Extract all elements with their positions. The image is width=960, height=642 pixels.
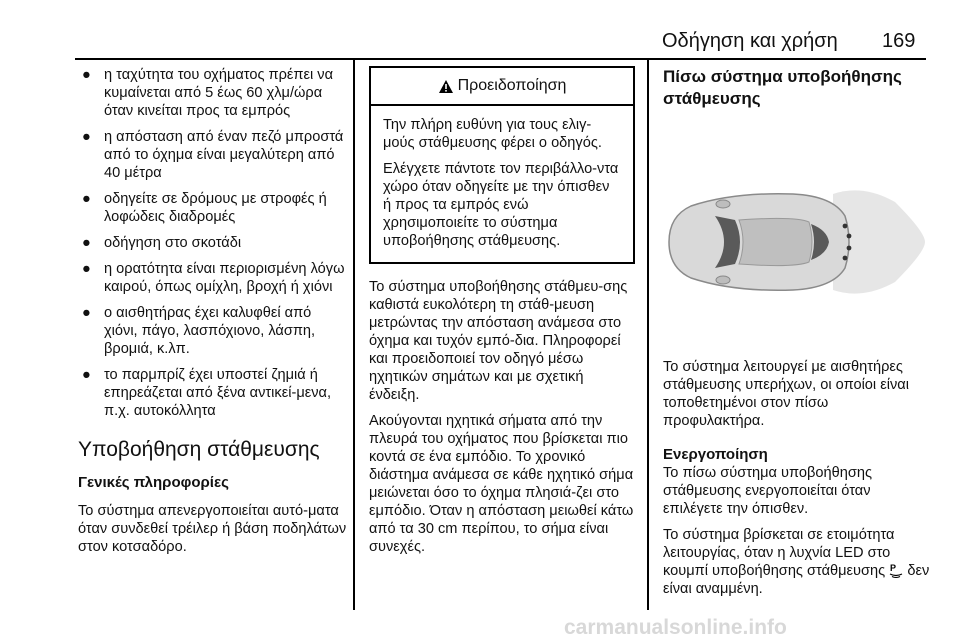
column-divider-2 <box>647 60 649 610</box>
watermark: carmanualsonline.info <box>564 616 787 639</box>
list-item: ● οδήγηση στο σκοτάδι <box>82 235 242 251</box>
warning-triangle-icon <box>438 79 454 94</box>
bullet-icon: ● <box>82 305 91 321</box>
bullet-icon: ● <box>82 367 91 383</box>
page-number: 169 <box>882 30 916 52</box>
list-item: ● η ορατότητα είναι περιορισμένη λόγω καιρού, όπως ομίχλη, βροχή ή χιόνι <box>82 261 345 295</box>
paragraph: Το σύστημα υποβοήθησης στάθμευ-σης καθιστά ευκολότερη τη στάθ-μευση μετρώντας την απόσταση ανάμεσα στο όχημα και τυχόν εμπό-δια. Πληροφορεί και προειδοποιεί τον οδηγό μέσω ηχητικών σημάτων και με σχετική ένδειξη. <box>369 279 628 403</box>
column-left <box>78 66 348 564</box>
ready-text: Το σύστημα βρίσκεται σε ετοιμότητα λειτουργίας, όταν η λυχνία LED στο κουμπί υποβοήθησης στάθμευσης P δεν είναι αναμμένη. <box>663 527 930 597</box>
warning-title: Προειδοποίηση <box>457 77 567 94</box>
illustration-caption: Το σύστημα λειτουργεί με αισθητήρες στάθμευσης υπερήχων, οι οποίοι είναι τοποθετημένοι στον πίσω προφυλακτήρα. <box>663 359 909 429</box>
column-middle <box>369 66 635 564</box>
bullet-icon: ● <box>82 261 91 277</box>
bullet-icon: ● <box>82 67 91 83</box>
activation-heading: Ενεργοποίηση <box>663 446 768 463</box>
section-heading: Πίσω σύστημα υποβοήθησης στάθμευσης <box>663 67 902 108</box>
activation-text: Το πίσω σύστημα υποβοήθησης στάθμευσης ενεργοποιείται όταν επιλέγετε την όπισθεν. <box>663 465 873 517</box>
bullet-icon: ● <box>82 235 91 251</box>
section-heading: Υποβοήθηση στάθμευσης <box>78 438 320 461</box>
subheading: Γενικές πληροφορίες <box>78 474 229 491</box>
bullet-icon: ● <box>82 129 91 145</box>
column-divider-1 <box>353 60 355 610</box>
header-rule <box>75 58 926 60</box>
paragraph: Ακούγονται ηχητικά σήματα από την πλευρά του οχήματος που βρίσκεται πιο κοντά σε ένα εμπόδιο. Το χρονικό διάστημα ανάμεσα σε κάθε ηχητικό σήμα μειώνεται όσο το όχημα πλησιά-ζει στο εμπόδιο. Όταν η απόσταση μειωθεί κάτω από τα 30 cm περίπου, το σήμα είναι συνεχές. <box>369 413 634 555</box>
warning-paragraph: Την πλήρη ευθύνη για τους ελιγ-μούς στάθμευσης φέρει ο οδηγός. <box>383 117 602 151</box>
bullet-icon: ● <box>82 191 91 207</box>
list-item: ● οδηγείτε σε δρόμους με στροφές ή λοφώδεις διαδρομές <box>82 191 327 225</box>
warning-paragraph: Ελέγχετε πάντοτε τον περιβάλλο-ντα χώρο όταν οδηγείτε με την όπισθεν ή προς τα εμπρός ενώ χρησιμοποιείτε το σύστημα υποβοήθησης στάθμευσης. <box>383 161 619 249</box>
conditions-list <box>78 66 348 420</box>
car-top-view <box>669 194 851 291</box>
warning-body <box>371 106 633 262</box>
column-right <box>663 66 931 606</box>
paragraph: Το σύστημα απενεργοποιείται αυτό-ματα όταν συνδεθεί τρέιλερ ή βάση ποδηλάτων στον κοτσαδόρο. <box>78 503 347 555</box>
rear-parking-sensor-illustration <box>663 122 931 352</box>
warning-box <box>369 66 635 264</box>
warning-header <box>371 68 633 106</box>
running-header-title: Οδήγηση και χρήση <box>662 30 838 52</box>
list-item: ● η απόσταση από έναν πεζό μπροστά από το όχημα είναι μεγαλύτερη από 40 μέτρα <box>82 129 344 181</box>
svg-text:P: P <box>890 563 897 573</box>
list-item: ● το παρμπρίζ έχει υποστεί ζημιά ή επηρεάζεται από ξένα αντικεί-μενα, π.χ. αυτοκόλλητα <box>82 367 332 419</box>
list-item: ● ο αισθητήρας έχει καλυφθεί από χιόνι, πάγο, λασπόχιονο, λάσπη, βρομιά, κ.λπ. <box>82 305 316 357</box>
parking-assist-icon <box>889 562 903 578</box>
list-item: ● η ταχύτητα του οχήματος πρέπει να κυμαίνεται από 5 έως 60 χλμ/ώρα όταν κινείται προς τα εμπρός <box>82 67 334 119</box>
